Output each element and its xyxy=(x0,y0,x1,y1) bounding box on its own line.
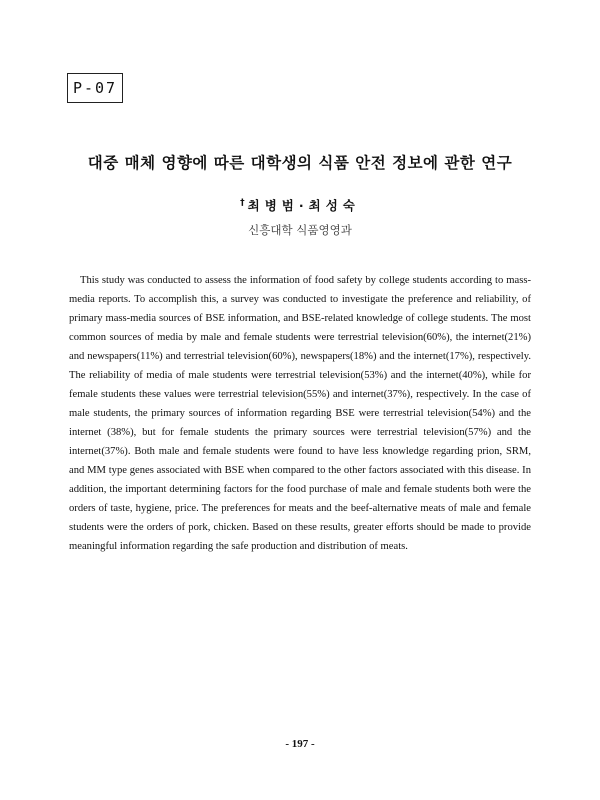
authors-line xyxy=(0,196,600,214)
page-number: - 197 - xyxy=(285,738,315,750)
paper-title: 대중 매체 영향에 따른 대학생의 식품 안전 정보에 관한 연구 xyxy=(87,154,513,172)
affiliation: 신흥대학 식품영영과 xyxy=(248,223,352,237)
poster-code: P-07 xyxy=(72,79,118,97)
corresponding-author-dagger: † xyxy=(240,197,245,208)
author-names: 최병범·최성숙 xyxy=(247,198,360,213)
poster-code-box xyxy=(67,73,123,103)
abstract-paragraph: This study was conducted to assess the information of food safety by college students according to mass-media reports. To accomplish this, a survey was conducted to investigate the preference and reliability, of primary mass-media sources of BSE information, and BSE-related knowledge of college students. The most common sources of media by male and female students were terrestrial television(60%), the internet(21%) and newspapers(11%) and terrestrial television(60%), newspapers(18%) and the internet(17%), respectively. The reliability of media of male students were terrestrial television(53%) and the internet(40%), while for female students these values were terrestrial television(55%) and internet(37%), respectively. In the case of male students, the primary sources of information regarding BSE were terrestrial television(54%) and the internet (38%), but for female students the primary sources were terrestrial television(57%) and the internet(37%). Both male and female students were found to have less knowledge regarding prion, SRM, and MM type genes associated with BSE when compared to the other factors associated with this disease. In addition, the important determining factors for the food purchase of male and female students both were the orders of taste, hygiene, price. The preferences for meats and the beef-alternative meats of male and female students were the orders of pork, chicken. Based on these results, greater efforts should be made to provide meaningful information regarding the safe production and distribution of meats. xyxy=(69,275,531,552)
